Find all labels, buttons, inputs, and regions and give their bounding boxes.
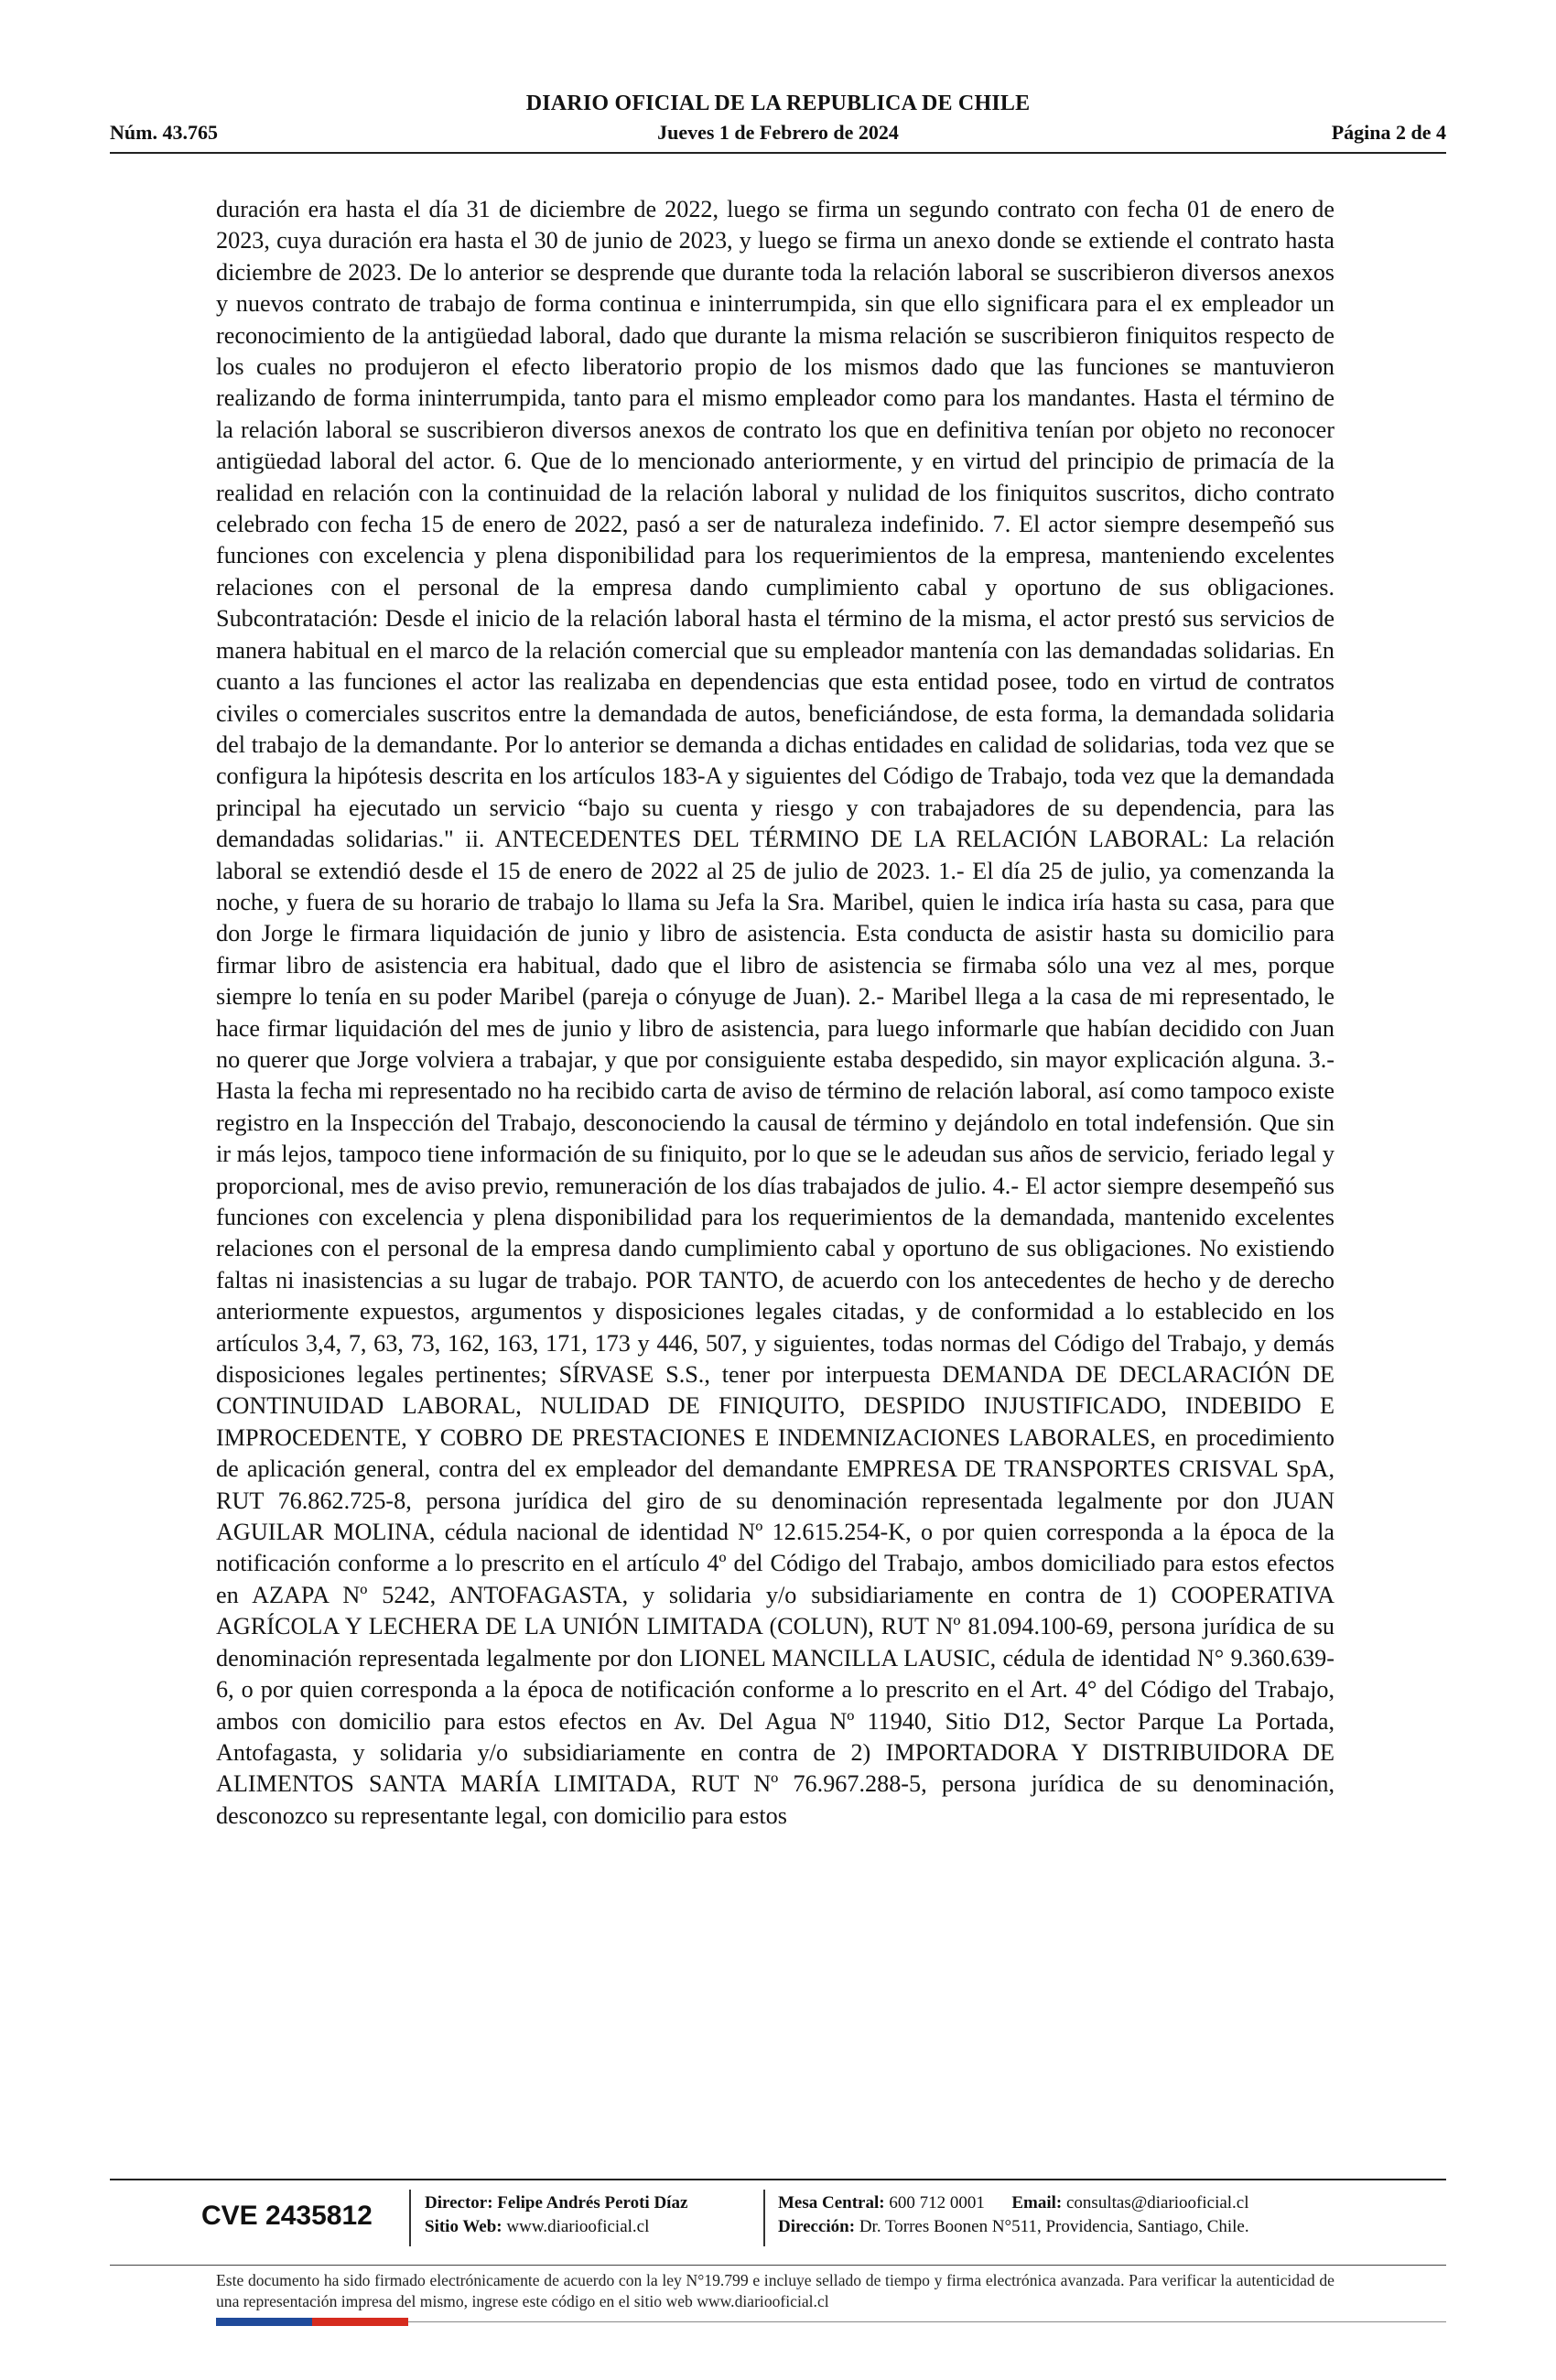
footer-contact-block [778,2191,1249,2239]
body-paragraph: duración era hasta el día 31 de diciembre de 2022, luego se firma un segundo contrato con fecha 01 de enero de 2023, cuya duración era hasta el 30 de junio de 2023, y luego se firma un anexo donde se extiende el contrato hasta diciembre de 2023. De lo anterior se desprende que durante toda la relación laboral se suscribieron diversos anexos y nuevos contrato de trabajo de forma continua e ininterrumpida, sin que ello significara para el ex empleador un reconocimiento de la antigüedad laboral, dado que durante la misma relación se suscribieron finiquitos respecto de los cuales no produjeron el efecto liberatorio propio de los mismos dado que las funciones se mantuvieron realizando de forma ininterrumpida, tanto para el mismo empleador como para los mandantes. Hasta el término de la relación laboral se suscribieron diversos anexos de contrato los que en definitiva tenían por objeto no reconocer antigüedad laboral del actor. 6. Que de lo mencionado anteriormente, y en virtud del principio de primacía de la realidad en relación con la continuidad de la relación laboral y nulidad de los finiquitos suscritos, dicho contrato celebrado con fecha 15 de enero de 2022, pasó a ser de naturaleza indefinido. 7. El actor siempre desempeñó sus funciones con excelencia y plena disponibilidad para los requerimientos de la empresa, manteniendo excelentes relaciones con el personal de la empresa dando cumplimiento cabal y oportuno de sus obligaciones. Subcontratación: Desde el inicio de la relación laboral hasta el término de la misma, el actor prestó sus servicios de manera habitual en el marco de la relación comercial que su empleador mantenía con las demandadas solidarias. En cuanto a las funciones el actor las realizaba en dependencias que esta entidad posee, todo en virtud de contratos civiles o comerciales suscritos entre la demandada de autos, beneficiándose, de esta forma, la demandada solidaria del trabajo de la demandante. Por lo anterior se demanda a dichas entidades en calidad de solidarias, toda vez que se configura la hipótesis descrita en los artículos 183-A y siguientes del Código de Trabajo, toda vez que la demandada principal ha ejecutado un servicio “bajo su cuenta y riesgo y con trabajadores de su dependencia, para las demandadas solidarias." ii. ANTECEDENTES DEL TÉRMINO DE LA RELACIÓN LABORAL: La relación laboral se extendió desde el 15 de enero de 2022 al 25 de julio de 2023. 1.- El día 25 de julio, ya comenzanda la noche, y fuera de su horario de trabajo lo llama su Jefa la Sra. Maribel, quien le indica iría hasta su casa, para que don Jorge le firmara liquidación de junio y libro de asistencia. Esta conducta de asistir hasta su domicilio para firmar libro de asistencia era habitual, dado que el libro de asistencia se firmaba sólo una vez al mes, porque siempre lo tenía en su poder Maribel (pareja o cónyuge de Juan). 2.- Maribel llega a la casa de mi representado, le hace firmar liquidación del mes de junio y libro de asistencia, para luego informarle que habían decidido con Juan no querer que Jorge volviera a trabajar, y que por consiguiente estaba despedido, sin mayor explicación alguna. 3.- Hasta la fecha mi representado no ha recibido carta de aviso de término de relación laboral, así como tampoco existe registro en la Inspección del Trabajo, desconociendo la causal de término y dejándolo en total indefensión. Que sin ir más lejos, tampoco tiene información de su finiquito, por lo que se le adeudan sus años de servicio, feriado legal y proporcional, mes de aviso previo, remuneración de los días trabajados de julio. 4.- El actor siempre desempeñó sus funciones con excelencia y plena disponibilidad para los requerimientos de la demandada, mantenido excelentes relaciones con el personal de la empresa dando cumplimiento cabal y oportuno de sus obligaciones. No existiendo faltas ni inasistencias a su lugar de trabajo. POR TANTO, de acuerdo con los antecedentes de hecho y de derecho anteriormente expuestos, argumentos y disposiciones legales citadas, y de conformidad a lo establecido en los artículos 3,4, 7, 63, 73, 162, 163, 171, 173 y 446, 507, y siguientes, todas normas del Código del Trabajo, y demás disposiciones legales pertinentes; SÍRVASE S.S., tener por interpuesta DEMANDA DE DECLARACIÓN DE CONTINUIDAD LABORAL, NULIDAD DE FINIQUITO, DESPIDO INJUSTIFICADO, INDEBIDO E IMPROCEDENTE, Y COBRO DE PRESTACIONES E INDEMNIZACIONES LABORALES, en procedimiento de aplicación general, contra del ex empleador del demandante EMPRESA DE TRANSPORTES CRISVAL SpA, RUT 76.862.725-8, persona jurídica del giro de su denominación representada legalmente por don JUAN AGUILAR MOLINA, cédula nacional de identidad Nº 12.615.254-K, o por quien corresponda a la época de la notificación conforme a lo prescrito en el artículo 4º del Código del Trabajo, ambos domiciliado para estos efectos en AZAPA Nº 5242, ANTOFAGASTA, y solidaria y/o subsidiariamente en contra de 1) COOPERATIVA AGRÍCOLA Y LECHERA DE LA UNIÓN LIMITADA (COLUN), RUT Nº 81.094.100-69, persona jurídica de su denominación representada legalmente por don LIONEL MANCILLA LAUSIC, cédula de identidad N° 9.360.639-6, o por quien corresponda a la época de notificación conforme a lo prescrito en el Art. 4° del Código del Trabajo, ambos con domicilio para estos efectos en Av. Del Agua Nº 11940, Sitio D12, Sector Parque La Portada, Antofagasta, y solidaria y/o subsidiariamente en contra de 2) IMPORTADORA Y DISTRIBUIDORA DE ALIMENTOS SANTA MARÍA LIMITADA, RUT Nº 76.967.288-5, persona jurídica de su denominación, desconozco su representante legal, con domicilio para estos [216,196,1334,1829]
footer-divider-top [110,2179,1446,2180]
issue-date: Jueves 1 de Febrero de 2024 [657,121,899,144]
legal-notice: Este documento ha sido firmado electrónicamente de acuerdo con la ley N°19.799 e incluye sellado de tiempo y firma electrónica avanzada. Para verificar la autenticidad de una representación impresa del mismo, ingrese este código en el sitio web www.diariooficial.cl [216,2271,1334,2310]
director-label: Director: [425,2193,493,2212]
director-name: Felipe Andrés Peroti Díaz [497,2193,688,2212]
phone-number: 600 712 0001 [889,2193,985,2212]
footer-director-block [425,2191,687,2239]
footer-separator [409,2190,411,2246]
cve-code: CVE 2435812 [201,2201,373,2231]
flag-red-segment [312,2318,408,2326]
footer-divider-bottom [408,2321,1446,2322]
document-body [216,194,1334,1832]
footer-divider-mid [110,2265,1446,2266]
email-label: Email: [1011,2193,1063,2212]
page-indicator: Página 2 de 4 [1331,121,1446,144]
phone-label: Mesa Central: [778,2193,885,2212]
issue-number: Núm. 43.765 [110,121,218,144]
footer [201,2182,1359,2259]
header-divider [110,152,1446,154]
website-link[interactable]: www.diariooficial.cl [506,2217,650,2236]
flag-stripe [216,2318,408,2326]
website-label: Sitio Web: [425,2217,502,2236]
masthead [110,92,1446,148]
footer-separator [763,2190,765,2246]
publication-title: DIARIO OFICIAL DE LA REPUBLICA DE CHILE [525,92,1031,115]
flag-blue-segment [216,2318,312,2326]
email-link[interactable]: consultas@diariooficial.cl [1066,2193,1249,2212]
address-value: Dr. Torres Boonen N°511, Providencia, Santiago, Chile. [859,2217,1249,2236]
address-label: Dirección: [778,2217,856,2236]
